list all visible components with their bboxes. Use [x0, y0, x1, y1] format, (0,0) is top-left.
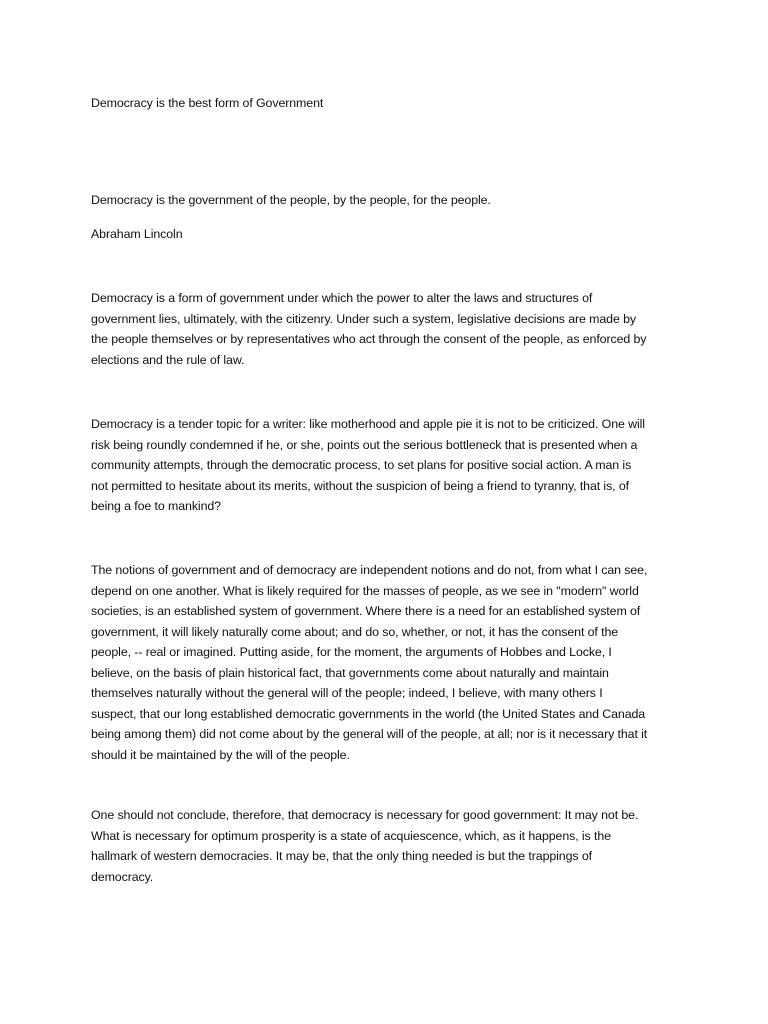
paragraph-line: themselves naturally without the general will of the people; indeed, I believe, with many others I — [91, 686, 603, 700]
paragraph-3 — [91, 560, 691, 765]
paragraph-line: hallmark of western democracies. It may be, that the only thing needed is but the trappings of — [91, 849, 592, 863]
paragraph-line: being among them) did not come about by the general will of the people, at all; nor is it necessary that it — [91, 727, 648, 741]
paragraph-line: not permitted to hesitate about its merits, without the suspicion of being a friend to tyranny, that is, of — [91, 478, 629, 493]
paragraph-line: believe, on the basis of plain historical fact, that governments come about naturally and maintain — [91, 665, 609, 680]
paragraph-line: Democracy is a form of government under which the power to alter the laws and structures of — [91, 291, 593, 305]
document-title: Democracy is the best form of Government — [91, 96, 324, 110]
paragraph-line: government lies, ultimately, with the citizenry. Under such a system, legislative decisions are made by — [91, 311, 636, 326]
paragraph-line: risk being roundly condemned if he, or she, points out the serious bottleneck that is presented when a — [91, 437, 638, 452]
paragraph-1 — [91, 288, 691, 370]
paragraph-line: democracy. — [91, 869, 154, 884]
paragraph-line: Democracy is a tender topic for a writer: like motherhood and apple pie it is not to be criticized. One will — [91, 417, 645, 431]
paragraph-line: suspect, that our long established democratic governments in the world (the United States and Canada — [91, 706, 646, 721]
paragraph-line: being a foe to mankind? — [91, 499, 221, 513]
quote-attribution: Abraham Lincoln — [91, 227, 183, 241]
paragraph-line: depend on one another. What is likely required for the masses of people, as we see in "modern" world — [91, 583, 639, 598]
paragraph-line: community attempts, through the democratic process, to set plans for positive social action. A man is — [91, 458, 632, 472]
paragraph-4 — [91, 805, 691, 887]
paragraph-line: should it be maintained by the will of the people. — [91, 747, 350, 762]
paragraph-line: societies, is an established system of government. Where there is a need for an established system of — [91, 604, 641, 618]
paragraph-2 — [91, 414, 691, 517]
paragraph-line: people, -- real or imagined. Putting aside, for the moment, the arguments of Hobbes and Locke, I — [91, 645, 612, 659]
paragraph-line: elections and the rule of law. — [91, 352, 245, 367]
paragraph-line: government, it will likely naturally come about; and do so, whether, or not, it has the consent of the — [91, 624, 619, 639]
quote: Democracy is the government of the people, by the people, for the people. — [91, 193, 491, 207]
paragraph-line: What is necessary for optimum prosperity is a state of acquiescence, which, as it happens, is the — [91, 828, 611, 843]
paragraph-line: the people themselves or by representatives who act through the consent of the people, as enforced by — [91, 332, 647, 346]
paragraph-line: The notions of government and of democracy are independent notions and do not, from what I can see, — [91, 563, 648, 577]
paragraph-line: One should not conclude, therefore, that democracy is necessary for good government: It may not be. — [91, 808, 639, 822]
